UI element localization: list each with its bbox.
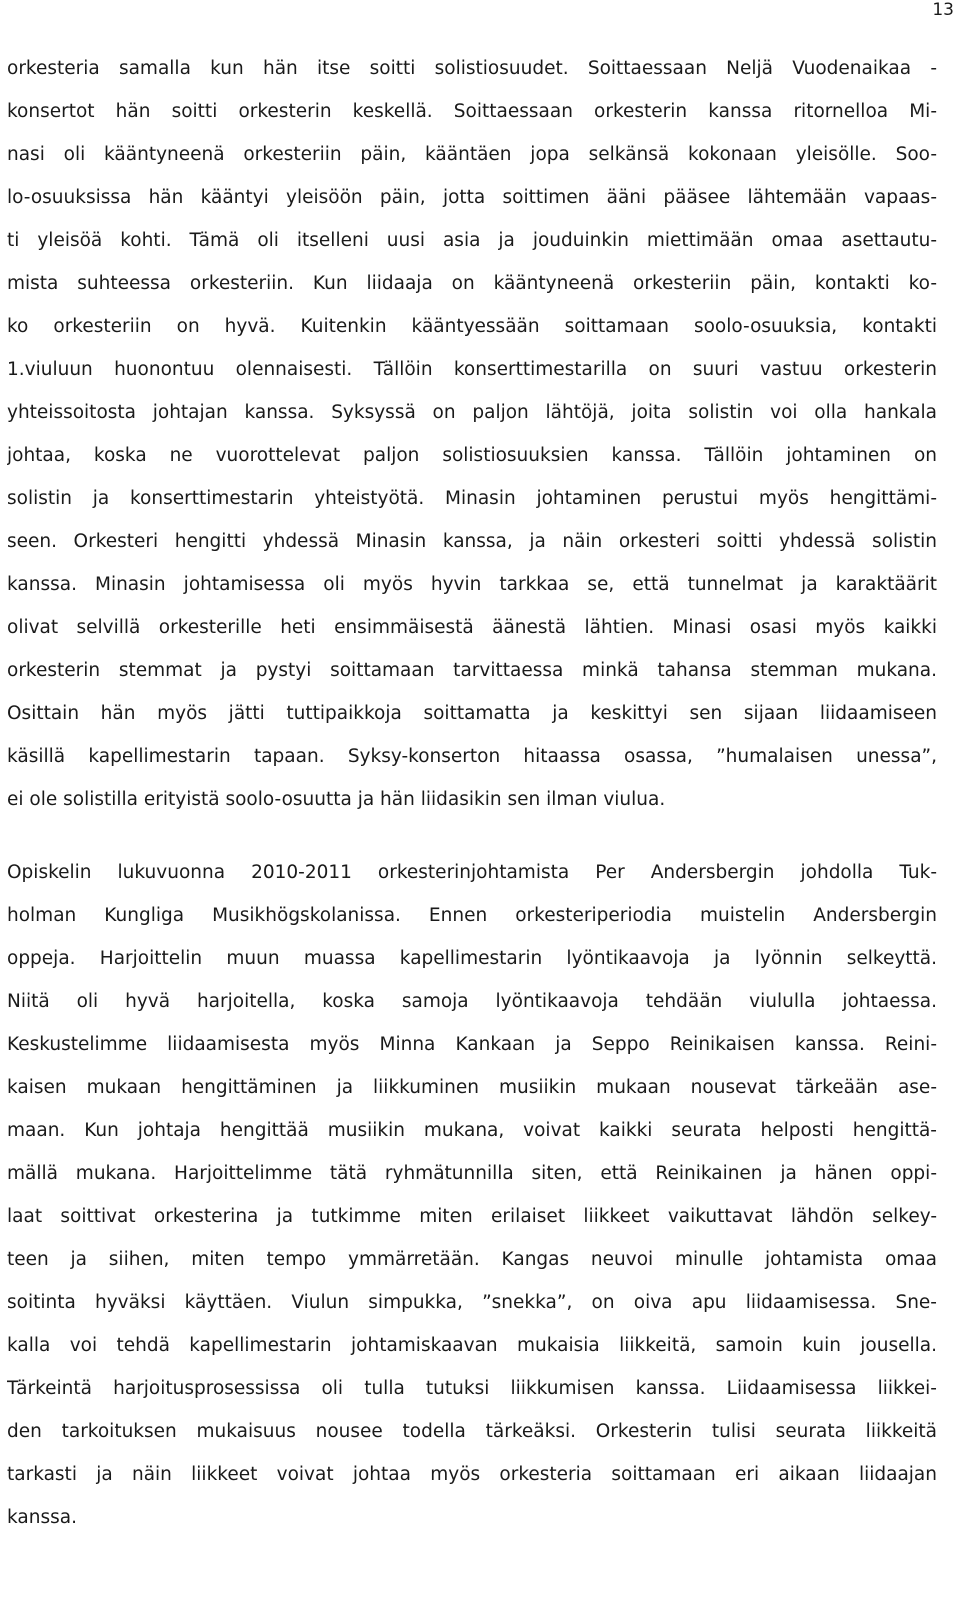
text-line: solistin ja konserttimestarin yhteistyötä. Minasin johtaminen perustui myös hengittämi- bbox=[7, 488, 937, 509]
text-line: kanssa. bbox=[7, 1507, 77, 1528]
text-line: tarkasti ja näin liikkeet voivat johtaa myös orkesteria soittamaan eri aikaan liidaajan bbox=[7, 1464, 937, 1485]
text-line: den tarkoituksen mukaisuus nousee todella tärkeäksi. Orkesterin tulisi seurata liikkeitä bbox=[7, 1421, 937, 1442]
text-line: maan. Kun johtaja hengittää musiikin mukana, voivat kaikki seurata helposti hengittä- bbox=[7, 1120, 937, 1141]
page-number: 13 bbox=[932, 0, 954, 20]
text-line: yhteissoitosta johtajan kanssa. Syksyssä on paljon lähtöjä, joita solistin voi olla hankala bbox=[7, 402, 937, 423]
text-line: mista suhteessa orkesteriin. Kun liidaaja on kääntyneenä orkesteriin päin, kontakti ko- bbox=[7, 273, 937, 294]
text-line: soitinta hyväksi käyttäen. Viulun simpukka, ”snekka”, on oiva apu liidaamisessa. Sne- bbox=[7, 1292, 937, 1313]
body-paragraph bbox=[7, 851, 937, 1539]
text-line: Tärkeintä harjoitusprosessissa oli tulla tutuksi liikkumisen kanssa. Liidaamisessa liikkei- bbox=[7, 1378, 937, 1399]
text-line: 1.viuluun huonontuu olennaisesti. Tällöin konserttimestarilla on suuri vastuu orkesterin bbox=[7, 359, 937, 380]
text-line: orkesterin stemmat ja pystyi soittamaan tarvittaessa minkä tahansa stemman mukana. bbox=[7, 660, 937, 681]
text-line: holman Kungliga Musikhögskolanissa. Ennen orkesteriperiodia muistelin Andersbergin bbox=[7, 905, 937, 926]
text-line: teen ja siihen, miten tempo ymmärretään. Kangas neuvoi minulle johtamista omaa bbox=[7, 1249, 937, 1270]
text-line: seen. Orkesteri hengitti yhdessä Minasin kanssa, ja näin orkesteri soitti yhdessä solistin bbox=[7, 531, 937, 552]
text-line: Osittain hän myös jätti tuttipaikkoja soittamatta ja keskittyi sen sijaan liidaamiseen bbox=[7, 703, 937, 724]
text-line: olivat selvillä orkesterille heti ensimmäisestä äänestä lähtien. Minasi osasi myös kaikki bbox=[7, 617, 937, 638]
text-line: Keskustelimme liidaamisesta myös Minna Kankaan ja Seppo Reinikaisen kanssa. Reini- bbox=[7, 1034, 937, 1055]
text-line: orkesteria samalla kun hän itse soitti solistiosuudet. Soittaessaan Neljä Vuodenaikaa - bbox=[7, 58, 937, 79]
text-line: laat soittivat orkesterina ja tutkimme miten erilaiset liikkeet vaikuttavat lähdön selkey- bbox=[7, 1206, 937, 1227]
body-paragraph bbox=[7, 47, 937, 821]
text-line: Niitä oli hyvä harjoitella, koska samoja lyöntikaavoja tehdään viululla johtaessa. bbox=[7, 991, 937, 1012]
text-line: Opiskelin lukuvuonna 2010-2011 orkesterinjohtamista Per Andersbergin johdolla Tuk- bbox=[7, 862, 937, 883]
text-line: ei ole solistilla erityistä soolo-osuutta ja hän liidasikin sen ilman viulua. bbox=[7, 789, 666, 810]
text-line: lo-osuuksissa hän kääntyi yleisöön päin, jotta soittimen ääni pääsee lähtemään vapaas- bbox=[7, 187, 937, 208]
text-line: ti yleisöä kohti. Tämä oli itselleni uusi asia ja jouduinkin miettimään omaa asettautu- bbox=[7, 230, 937, 251]
text-line: konsertot hän soitti orkesterin keskellä. Soittaessaan orkesterin kanssa ritornelloa Mi- bbox=[7, 101, 937, 122]
text-line: kalla voi tehdä kapellimestarin johtamiskaavan mukaisia liikkeitä, samoin kuin jousella. bbox=[7, 1335, 937, 1356]
text-line: johtaa, koska ne vuorottelevat paljon solistiosuuksien kanssa. Tällöin johtaminen on bbox=[7, 445, 937, 466]
text-line: mällä mukana. Harjoittelimme tätä ryhmätunnilla siten, että Reinikainen ja hänen oppi- bbox=[7, 1163, 937, 1184]
text-line: kanssa. Minasin johtamisessa oli myös hyvin tarkkaa se, että tunnelmat ja karaktäärit bbox=[7, 574, 937, 595]
text-line: käsillä kapellimestarin tapaan. Syksy-konserton hitaassa osassa, ”humalaisen unessa”, bbox=[7, 746, 937, 767]
text-line: ko orkesteriin on hyvä. Kuitenkin kääntyessään soittamaan soolo-osuuksia, kontakti bbox=[7, 316, 937, 337]
text-line: nasi oli kääntyneenä orkesteriin päin, kääntäen jopa selkänsä kokonaan yleisölle. Soo- bbox=[7, 144, 937, 165]
text-line: oppeja. Harjoittelin muun muassa kapellimestarin lyöntikaavoja ja lyönnin selkeyttä. bbox=[7, 948, 937, 969]
text-line: kaisen mukaan hengittäminen ja liikkuminen musiikin mukaan nousevat tärkeään ase- bbox=[7, 1077, 937, 1098]
